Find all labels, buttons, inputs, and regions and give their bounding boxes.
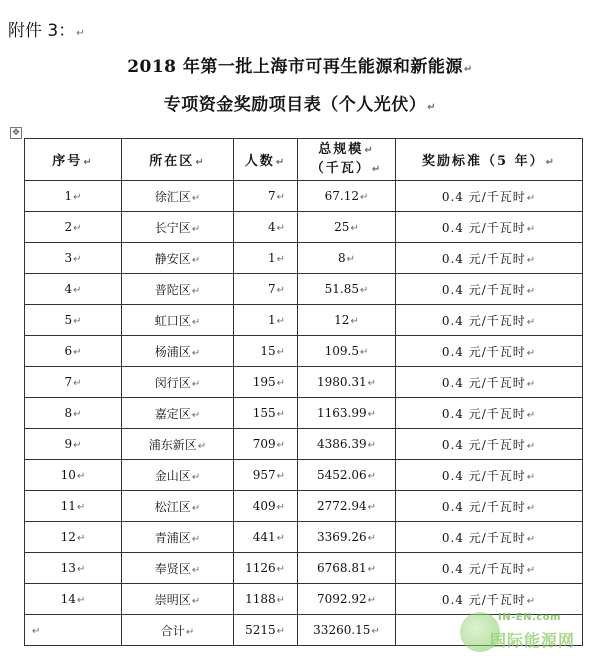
- header-seq: 序号↵: [25, 139, 122, 181]
- paragraph-mark-icon: ↵: [371, 163, 383, 175]
- paragraph-mark-icon: ↵: [526, 347, 537, 359]
- cell-district: 松江区↵: [122, 491, 234, 522]
- paragraph-mark-icon: ↵: [191, 471, 201, 483]
- cell-count: 1↵: [234, 305, 298, 336]
- cell-standard: 0.4 元/千瓦时↵: [396, 243, 583, 274]
- paragraph-mark-icon: ↵: [73, 254, 82, 265]
- paragraph-mark-icon: ↵: [191, 192, 201, 204]
- header-standard: 奖励标准（5 年）↵: [396, 139, 583, 181]
- cell-count: 709↵: [234, 429, 298, 460]
- paragraph-mark-icon: ↵: [367, 409, 376, 420]
- cell-scale: 109.5↵: [298, 336, 396, 367]
- table-row: [25, 336, 583, 367]
- paragraph-mark-icon: ↵: [526, 409, 537, 421]
- paragraph-mark-icon: ↵: [195, 157, 206, 168]
- cell-count: 957↵: [234, 460, 298, 491]
- paragraph-mark-icon: ↵: [367, 564, 376, 575]
- paragraph-mark-icon: ↵: [191, 316, 201, 328]
- paragraph-mark-icon: ↵: [367, 533, 376, 544]
- paragraph-mark-icon: ↵: [276, 223, 285, 234]
- paragraph-mark-icon: ↵: [526, 316, 537, 328]
- cell-district: 金山区↵: [122, 460, 234, 491]
- total-scale: 33260.15↵: [298, 615, 396, 646]
- cell-seq: 11↵: [25, 491, 122, 522]
- cell-standard: 0.4 元/千瓦时↵: [396, 336, 583, 367]
- cell-count: 409↵: [234, 491, 298, 522]
- paragraph-mark-icon: ↵: [73, 285, 82, 296]
- table-header-row: [25, 139, 583, 181]
- table-row: [25, 367, 583, 398]
- paragraph-mark-icon: ↵: [191, 564, 201, 576]
- paragraph-mark-icon: ↵: [526, 595, 537, 607]
- paragraph-mark-icon: ↵: [191, 254, 201, 266]
- cell-scale: 3369.26↵: [298, 522, 396, 553]
- paragraph-mark-icon: ↵: [73, 347, 82, 358]
- paragraph-mark-icon: ↵: [276, 595, 285, 606]
- table-row: [25, 460, 583, 491]
- cell-standard: 0.4 元/千瓦时↵: [396, 367, 583, 398]
- paragraph-mark-icon: ↵: [191, 502, 201, 514]
- cell-scale: 2772.94↵: [298, 491, 396, 522]
- cell-scale: 4386.39↵: [298, 429, 396, 460]
- paragraph-mark-icon: ↵: [350, 223, 359, 234]
- paragraph-mark-icon: ↵: [276, 626, 285, 637]
- attachment-label: 附件 3：↵: [8, 21, 85, 41]
- paragraph-mark-icon: ↵: [191, 533, 201, 545]
- watermark-logo: [458, 608, 598, 658]
- paragraph-mark-icon: ↵: [526, 223, 537, 235]
- paragraph-mark-icon: ↵: [346, 254, 356, 265]
- cell-seq: 8↵: [25, 398, 122, 429]
- paragraph-mark-icon: ↵: [73, 316, 82, 327]
- paragraph-mark-icon: ↵: [191, 285, 201, 297]
- watermark-name: 国际能源网: [490, 631, 576, 650]
- paragraph-mark-icon: ↵: [526, 440, 537, 452]
- paragraph-mark-icon: ↵: [276, 533, 285, 544]
- paragraph-mark-icon: ↵: [185, 626, 195, 638]
- paragraph-mark-icon: ↵: [350, 316, 359, 327]
- cell-seq: 13↵: [25, 553, 122, 584]
- paragraph-mark-icon: ↵: [371, 626, 380, 637]
- paragraph-mark-icon: ↵: [276, 192, 285, 203]
- paragraph-mark-icon: ↵: [276, 285, 285, 296]
- cell-district: 徐汇区↵: [122, 181, 234, 212]
- paragraph-mark-icon: ↵: [367, 440, 376, 451]
- cell-district: 静安区↵: [122, 243, 234, 274]
- table-row: [25, 274, 583, 305]
- table-row: [25, 522, 583, 553]
- table-row: [25, 305, 583, 336]
- paragraph-mark-icon: ↵: [367, 502, 376, 513]
- table-row: [25, 181, 583, 212]
- cell-district: 青浦区↵: [122, 522, 234, 553]
- reward-table: [24, 138, 583, 646]
- cell-seq: 12↵: [25, 522, 122, 553]
- paragraph-mark-icon: ↵: [73, 223, 82, 234]
- paragraph-mark-icon: ↵: [526, 564, 537, 576]
- cell-district: 普陀区↵: [122, 274, 234, 305]
- paragraph-mark-icon: ↵: [427, 102, 437, 113]
- paragraph-mark-icon: ↵: [276, 254, 285, 265]
- paragraph-mark-icon: ↵: [526, 471, 537, 483]
- paragraph-mark-icon: ↵: [32, 626, 41, 637]
- cell-standard: 0.4 元/千瓦时↵: [396, 584, 583, 615]
- paragraph-mark-icon: ↵: [359, 192, 369, 203]
- cell-district: 虹口区↵: [122, 305, 234, 336]
- cell-count: 195↵: [234, 367, 298, 398]
- paragraph-mark-icon: ↵: [197, 440, 207, 452]
- paragraph-mark-icon: ↵: [364, 144, 375, 156]
- cell-count: 1188↵: [234, 584, 298, 615]
- cell-standard: 0.4 元/千瓦时↵: [396, 398, 583, 429]
- cell-standard: 0.4 元/千瓦时↵: [396, 522, 583, 553]
- cell-count: 7↵: [234, 274, 298, 305]
- paragraph-mark-icon: ↵: [367, 378, 376, 389]
- paragraph-mark-icon: ↵: [526, 192, 537, 204]
- cell-district: 长宁区↵: [122, 212, 234, 243]
- cell-standard: 0.4 元/千瓦时↵: [396, 181, 583, 212]
- cell-district: 奉贤区↵: [122, 553, 234, 584]
- cell-standard: 0.4 元/千瓦时↵: [396, 553, 583, 584]
- document-title-line1: 2018 年第一批上海市可再生能源和新能源↵: [127, 57, 473, 77]
- paragraph-mark-icon: ↵: [276, 347, 285, 358]
- paragraph-mark-icon: ↵: [359, 285, 369, 296]
- paragraph-mark-icon: ↵: [73, 409, 82, 420]
- cell-district: 嘉定区↵: [122, 398, 234, 429]
- cell-seq: 10↵: [25, 460, 122, 491]
- cell-count: 1↵: [234, 243, 298, 274]
- cell-seq: 6↵: [25, 336, 122, 367]
- paragraph-mark-icon: ↵: [76, 564, 86, 575]
- paragraph-mark-icon: ↵: [526, 533, 537, 545]
- paragraph-mark-icon: ↵: [191, 595, 201, 607]
- paragraph-mark-icon: ↵: [76, 502, 86, 513]
- header-district: 所在区↵: [122, 139, 234, 181]
- paragraph-mark-icon: ↵: [83, 157, 94, 168]
- cell-scale: 25↵: [298, 212, 396, 243]
- cell-scale: 51.85↵: [298, 274, 396, 305]
- cell-seq: 2↵: [25, 212, 122, 243]
- cell-scale: 12↵: [298, 305, 396, 336]
- table-row: [25, 491, 583, 522]
- cell-seq: 1↵: [25, 181, 122, 212]
- cell-scale: 7092.92↵: [298, 584, 396, 615]
- table-row: [25, 553, 583, 584]
- cell-scale: 5452.06↵: [298, 460, 396, 491]
- cell-count: 4↵: [234, 212, 298, 243]
- paragraph-mark-icon: ↵: [276, 471, 285, 482]
- cell-count: 7↵: [234, 181, 298, 212]
- cell-scale: 1163.99↵: [298, 398, 396, 429]
- paragraph-mark-icon: ↵: [367, 471, 376, 482]
- cell-count: 155↵: [234, 398, 298, 429]
- move-handle-icon[interactable]: ✥: [10, 127, 22, 139]
- cell-seq: 4↵: [25, 274, 122, 305]
- paragraph-mark-icon: ↵: [275, 157, 287, 168]
- paragraph-mark-icon: ↵: [191, 378, 201, 390]
- paragraph-mark-icon: ↵: [73, 192, 82, 203]
- table-row: [25, 398, 583, 429]
- cell-standard: 0.4 元/千瓦时↵: [396, 212, 583, 243]
- total-label: 合计↵: [122, 615, 234, 646]
- cell-count: 15↵: [234, 336, 298, 367]
- paragraph-mark-icon: ↵: [526, 285, 537, 297]
- paragraph-mark-icon: ↵: [463, 64, 473, 75]
- cell-scale: 6768.81↵: [298, 553, 396, 584]
- cell-seq: 3↵: [25, 243, 122, 274]
- cell-count: 441↵: [234, 522, 298, 553]
- paragraph-mark-icon: ↵: [76, 595, 86, 606]
- paragraph-mark-icon: ↵: [367, 595, 376, 606]
- table-row: [25, 429, 583, 460]
- paragraph-mark-icon: ↵: [73, 440, 82, 451]
- header-scale: 总规模↵ （千瓦）↵: [298, 139, 396, 181]
- paragraph-mark-icon: ↵: [76, 28, 85, 39]
- paragraph-mark-icon: ↵: [276, 409, 285, 420]
- table-row: [25, 243, 583, 274]
- paragraph-mark-icon: ↵: [276, 564, 285, 575]
- cell-district: 浦东新区↵: [122, 429, 234, 460]
- total-empty-cell: [25, 615, 122, 646]
- paragraph-mark-icon: ↵: [191, 347, 201, 359]
- paragraph-mark-icon: ↵: [191, 409, 201, 421]
- paragraph-mark-icon: ↵: [76, 533, 86, 544]
- paragraph-mark-icon: ↵: [526, 254, 537, 266]
- cell-scale: 8↵: [298, 243, 396, 274]
- paragraph-mark-icon: ↵: [276, 378, 285, 389]
- paragraph-mark-icon: ↵: [545, 157, 556, 168]
- paragraph-mark-icon: ↵: [276, 316, 285, 327]
- total-count: 5215↵: [234, 615, 298, 646]
- paragraph-mark-icon: ↵: [526, 502, 537, 514]
- cell-count: 1126↵: [234, 553, 298, 584]
- cell-scale: 67.12↵: [298, 181, 396, 212]
- cell-seq: 14↵: [25, 584, 122, 615]
- cell-district: 杨浦区↵: [122, 336, 234, 367]
- cell-seq: 5↵: [25, 305, 122, 336]
- paragraph-mark-icon: ↵: [73, 378, 82, 389]
- document-title-line2: 专项资金奖励项目表（个人光伏）↵: [163, 95, 437, 115]
- cell-standard: 0.4 元/千瓦时↵: [396, 274, 583, 305]
- cell-standard: 0.4 元/千瓦时↵: [396, 460, 583, 491]
- table-row: [25, 212, 583, 243]
- paragraph-mark-icon: ↵: [276, 502, 285, 513]
- cell-standard: 0.4 元/千瓦时↵: [396, 491, 583, 522]
- cell-standard: 0.4 元/千瓦时↵: [396, 429, 583, 460]
- paragraph-mark-icon: ↵: [359, 347, 369, 358]
- paragraph-mark-icon: ↵: [526, 378, 537, 390]
- watermark-site: IN-EN.com: [498, 612, 561, 623]
- paragraph-mark-icon: ↵: [76, 471, 86, 482]
- cell-seq: 7↵: [25, 367, 122, 398]
- paragraph-mark-icon: ↵: [191, 223, 201, 235]
- header-count: 人数↵: [234, 139, 298, 181]
- cell-district: 闵行区↵: [122, 367, 234, 398]
- cell-district: 崇明区↵: [122, 584, 234, 615]
- cell-seq: 9↵: [25, 429, 122, 460]
- cell-scale: 1980.31↵: [298, 367, 396, 398]
- paragraph-mark-icon: ↵: [276, 440, 285, 451]
- cell-standard: 0.4 元/千瓦时↵: [396, 305, 583, 336]
